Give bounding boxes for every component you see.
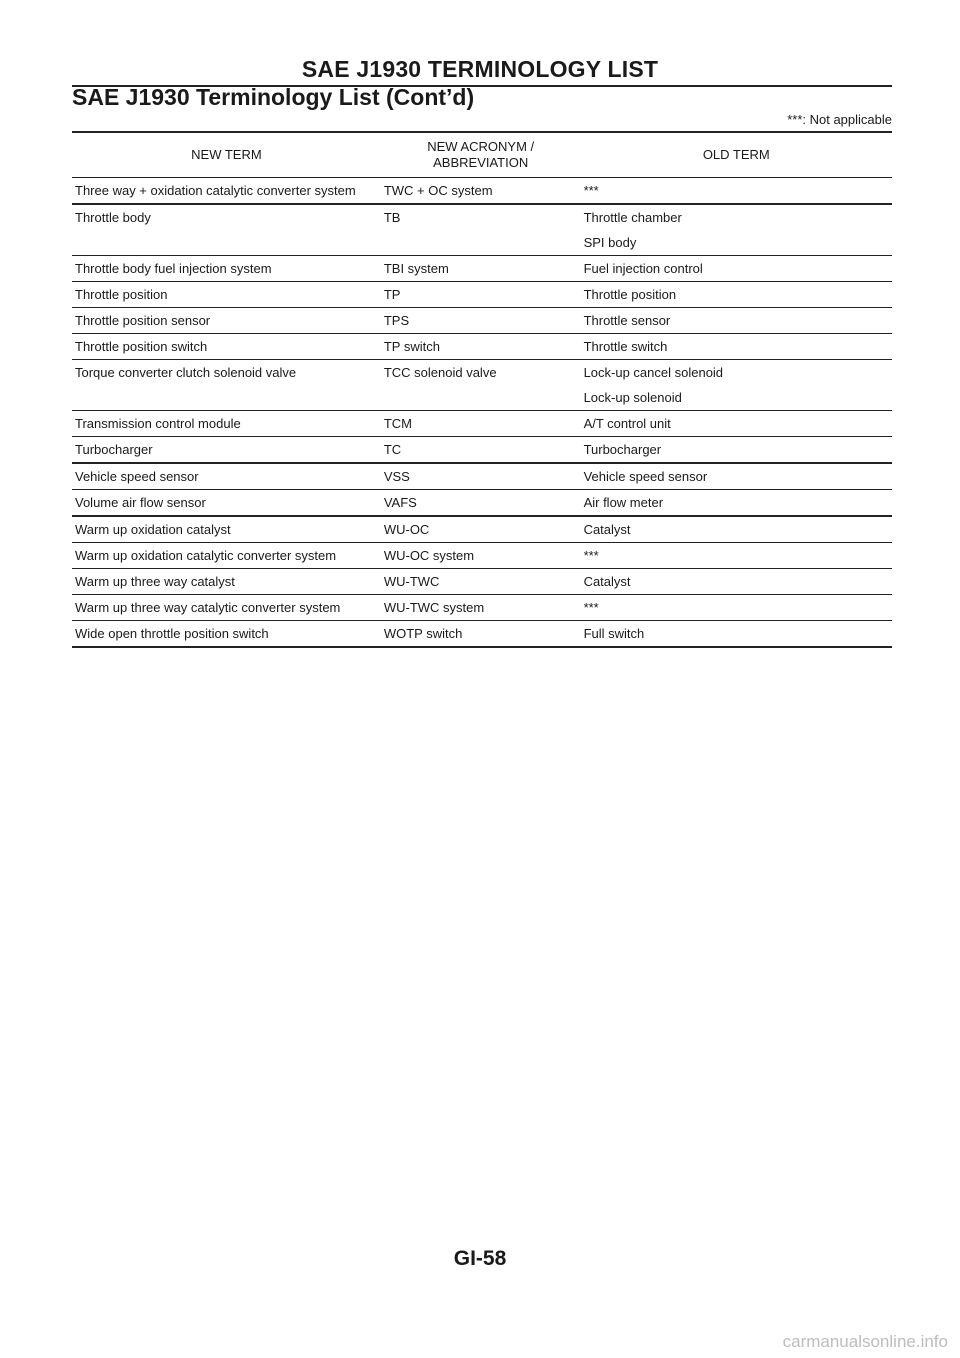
cell-new-term <box>72 282 381 308</box>
cell-acronym <box>381 595 581 621</box>
old-term-text: Fuel injection control <box>583 261 703 276</box>
table-row <box>72 204 892 256</box>
acronym-text: WU-TWC <box>383 574 440 589</box>
acronym-text: TC <box>383 442 402 457</box>
cell-acronym <box>381 621 581 648</box>
cell-acronym <box>381 569 581 595</box>
table-row <box>72 621 892 648</box>
new-term-text: Warm up oxidation catalytic converter system <box>75 548 337 563</box>
acronym-text: VSS <box>383 469 410 484</box>
acronym-text: VAFS <box>383 495 417 510</box>
cell-acronym <box>381 411 581 437</box>
acronym-text: WU-TWC system <box>383 600 485 615</box>
new-term-text: Transmission control module <box>75 416 241 431</box>
old-term-text: Full switch <box>583 626 645 641</box>
terminology-table <box>72 131 892 648</box>
cell-old-term <box>581 543 892 569</box>
acronym-text: WOTP switch <box>383 626 463 641</box>
acronym-text: TWC + OC system <box>383 183 493 198</box>
acronym-text: WU-OC system <box>383 548 475 563</box>
cell-old-term <box>581 178 892 205</box>
cell-old-term <box>581 308 892 334</box>
column-header-new-term: NEW TERM <box>72 132 381 178</box>
new-term-text: Wide open throttle position switch <box>75 626 269 641</box>
cell-new-term <box>72 595 381 621</box>
old-term-text: Catalyst <box>583 522 631 537</box>
old-term-text: Vehicle speed sensor <box>583 469 708 484</box>
old-term-text: *** <box>583 183 599 198</box>
acronym-text: WU-OC <box>383 522 430 537</box>
old-term-text: SPI body <box>583 235 637 250</box>
cell-new-term <box>72 360 381 411</box>
table-row <box>72 178 892 205</box>
old-term-text: *** <box>583 548 599 563</box>
cell-old-term <box>581 360 892 411</box>
cell-old-term <box>581 204 892 256</box>
acronym-text: TB <box>383 210 401 225</box>
cell-acronym <box>381 490 581 517</box>
table-row <box>72 360 892 411</box>
cell-old-term <box>581 595 892 621</box>
cell-old-term <box>581 256 892 282</box>
cell-acronym <box>381 334 581 360</box>
cell-old-term <box>581 463 892 490</box>
acronym-text: TPS <box>383 313 410 328</box>
table-row <box>72 411 892 437</box>
old-term-text: Throttle chamber <box>583 210 682 225</box>
table-row <box>72 569 892 595</box>
old-term-text: Turbocharger <box>583 442 662 457</box>
cell-acronym <box>381 516 581 543</box>
old-term-text: Lock-up solenoid <box>583 390 682 405</box>
table-row <box>72 308 892 334</box>
section-title: SAE J1930 TERMINOLOGY LIST <box>301 56 659 82</box>
cell-acronym <box>381 360 581 411</box>
cell-new-term <box>72 463 381 490</box>
legend-note: ***: Not applicable <box>787 112 892 127</box>
table-row <box>72 256 892 282</box>
cell-old-term <box>581 282 892 308</box>
cell-old-term <box>581 437 892 464</box>
cell-acronym <box>381 256 581 282</box>
cell-old-term <box>581 516 892 543</box>
new-term-text: Warm up three way catalytic converter system <box>75 600 341 615</box>
cell-acronym <box>381 437 581 464</box>
old-term-text: Catalyst <box>583 574 631 589</box>
cell-new-term <box>72 204 381 256</box>
cell-acronym <box>381 282 581 308</box>
acronym-text: TCC solenoid valve <box>383 365 497 380</box>
old-term-text: *** <box>583 600 599 615</box>
new-term-text: Throttle body <box>75 210 151 225</box>
new-term-text: Turbocharger <box>75 442 153 457</box>
subsection-title: SAE J1930 Terminology List (Cont’d) <box>72 84 475 110</box>
cell-old-term <box>581 490 892 517</box>
table-row <box>72 595 892 621</box>
cell-acronym <box>381 463 581 490</box>
cell-acronym <box>381 204 581 256</box>
watermark: carmanualsonline.info <box>782 1332 948 1351</box>
new-term-text: Throttle body fuel injection system <box>75 261 272 276</box>
new-term-text: Warm up three way catalyst <box>75 574 235 589</box>
cell-old-term <box>581 334 892 360</box>
cell-new-term <box>72 543 381 569</box>
cell-new-term <box>72 516 381 543</box>
cell-new-term <box>72 308 381 334</box>
cell-new-term <box>72 569 381 595</box>
new-term-text: Throttle position sensor <box>75 313 211 328</box>
new-term-text: Three way + oxidation catalytic converter system <box>75 183 356 198</box>
table-row <box>72 282 892 308</box>
table-row <box>72 437 892 464</box>
cell-new-term <box>72 256 381 282</box>
table-row <box>72 490 892 517</box>
table-row <box>72 516 892 543</box>
cell-new-term <box>72 178 381 205</box>
old-term-text: Lock-up cancel solenoid <box>583 365 724 380</box>
new-term-text: Torque converter clutch solenoid valve <box>75 365 297 380</box>
cell-acronym <box>381 308 581 334</box>
cell-old-term <box>581 569 892 595</box>
table-row <box>72 334 892 360</box>
table-row <box>72 463 892 490</box>
cell-new-term <box>72 437 381 464</box>
acronym-text: TP <box>383 287 401 302</box>
page-number: GI-58 <box>453 1247 507 1270</box>
column-header-acronym: NEW ACRONYM / ABBREVIATION <box>381 132 581 178</box>
cell-old-term <box>581 621 892 648</box>
table-header <box>72 132 892 178</box>
cell-new-term <box>72 621 381 648</box>
cell-new-term <box>72 334 381 360</box>
table-body <box>72 178 892 648</box>
new-term-text: Volume air flow sensor <box>75 495 206 510</box>
new-term-text: Throttle position switch <box>75 339 208 354</box>
new-term-text: Vehicle speed sensor <box>75 469 199 484</box>
cell-old-term <box>581 411 892 437</box>
acronym-text: TP switch <box>383 339 440 354</box>
old-term-text: Air flow meter <box>583 495 664 510</box>
old-term-text: Throttle sensor <box>583 313 671 328</box>
cell-new-term <box>72 490 381 517</box>
cell-acronym <box>381 543 581 569</box>
cell-new-term <box>72 411 381 437</box>
header-row <box>72 132 892 178</box>
acronym-text: TCM <box>383 416 412 431</box>
old-term-text: Throttle position <box>583 287 677 302</box>
new-term-text: Warm up oxidation catalyst <box>75 522 231 537</box>
old-term-text: Throttle switch <box>583 339 668 354</box>
new-term-text: Throttle position <box>75 287 168 302</box>
acronym-text: TBI system <box>383 261 449 276</box>
cell-acronym <box>381 178 581 205</box>
table-row <box>72 543 892 569</box>
column-header-old-term: OLD TERM <box>581 132 892 178</box>
old-term-text: A/T control unit <box>583 416 671 431</box>
